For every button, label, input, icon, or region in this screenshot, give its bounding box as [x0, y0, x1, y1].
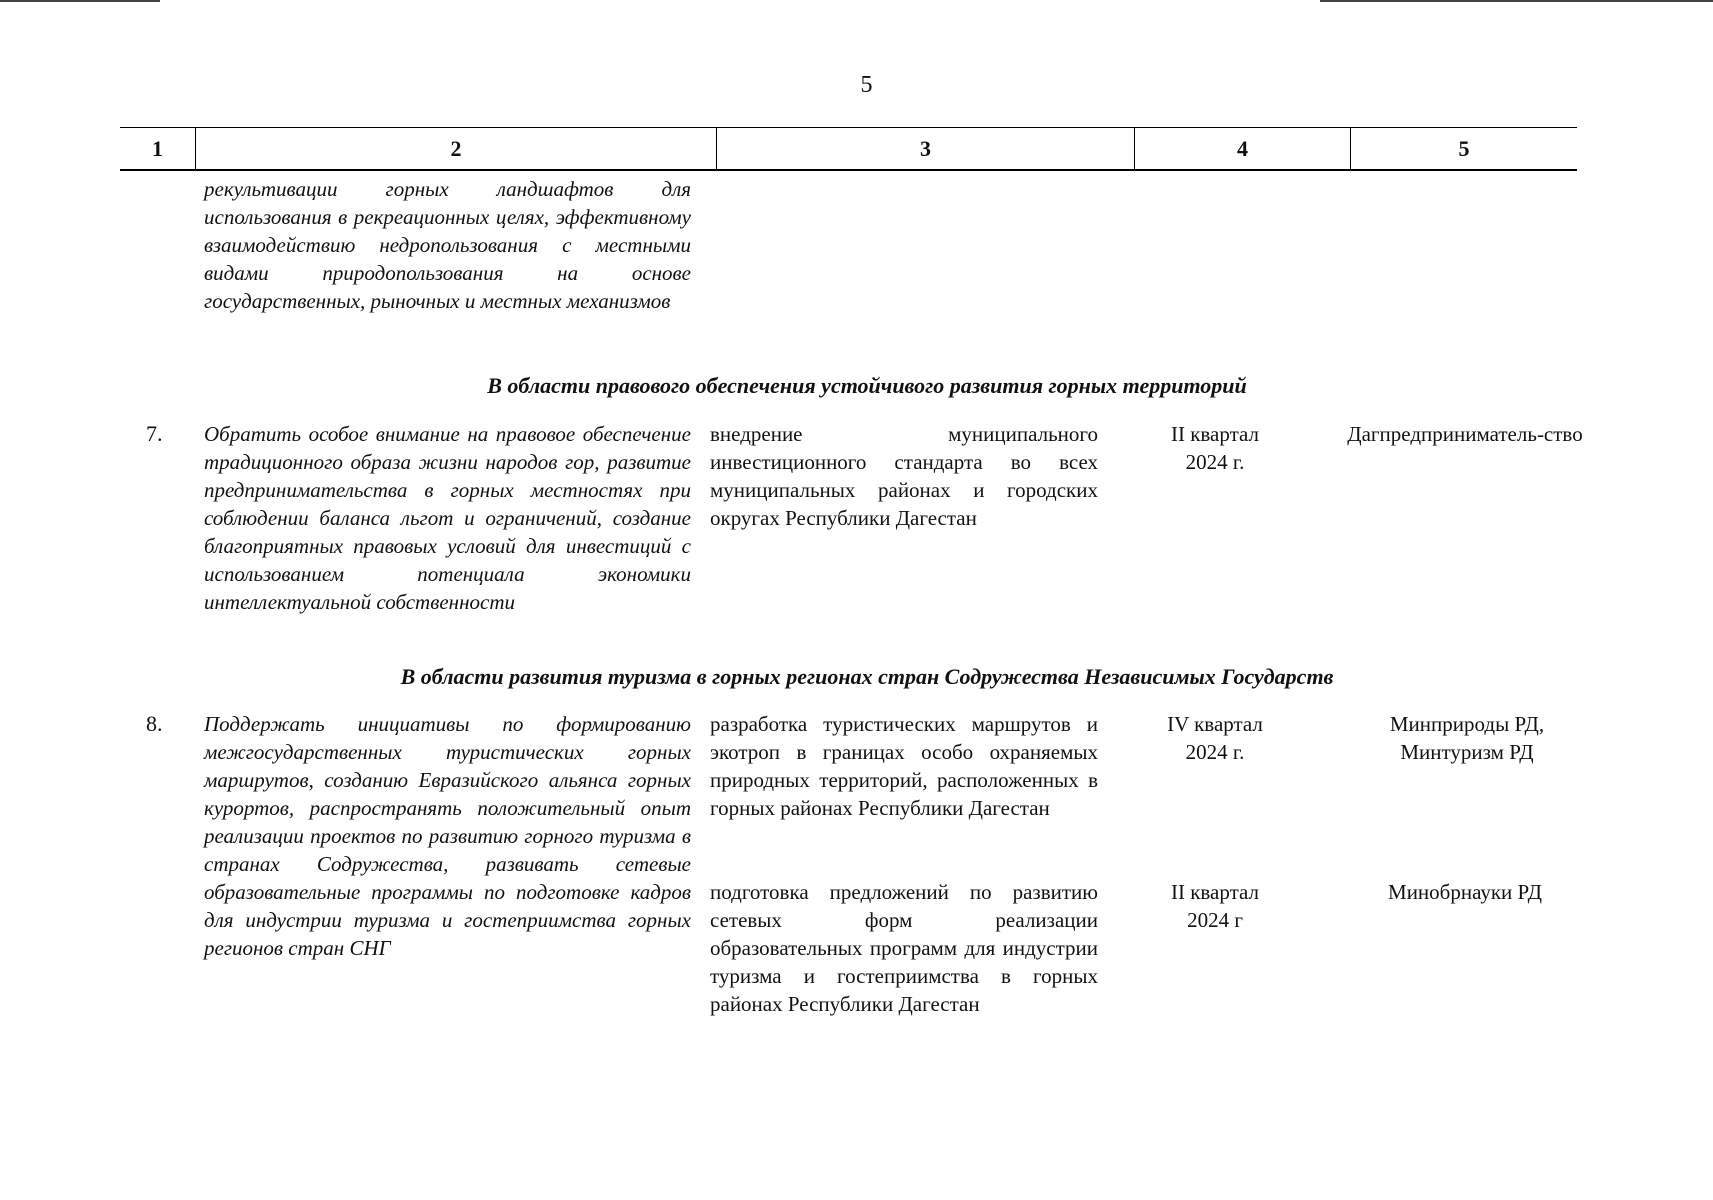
row-measure-text: разработка туристических маршрутов и экотроп в границах особо охраняемых природных территорий, расположенных в горных районах Республики Дагестан	[710, 712, 1098, 820]
row-responsible: Минобрнауки РД	[1388, 880, 1542, 904]
table-header-top-rule	[120, 127, 1577, 128]
continuation-task-text: рекультивации горных ландшафтов для использования в рекреационных целях, эффективному взаимодействию недропользования с местными видами природопользования на основе государственных, рыночных и местных механизмов	[204, 177, 691, 313]
column-header-5: 5	[1458, 136, 1470, 161]
row-responsible: Дагпредприниматель-ство	[1347, 422, 1583, 446]
row-measure-text: подготовка предложений по развитию сетевых форм реализации образовательных программ для индустрии туризма и гостеприимства в горных районах Республики Дагестан	[710, 880, 1098, 1016]
section-heading-legal: В области правового обеспечения устойчивого развития горных территорий	[487, 373, 1247, 398]
section-heading-tourism: В области развития туризма в горных регионах стран Содружества Независимых Государств	[400, 664, 1334, 689]
page-number: 5	[860, 72, 873, 98]
column-header-3: 3	[920, 136, 931, 161]
column-header-4: 4	[1237, 136, 1248, 161]
row-term: II квартал 2024 г.	[1170, 422, 1260, 474]
column-header-1: 1	[152, 136, 163, 161]
row-number: 7.	[146, 421, 163, 446]
column-header-2: 2	[450, 136, 462, 161]
row-term: II квартал 2024 г	[1170, 880, 1260, 932]
row-task-text: Поддержать инициативы по формированию межгосударственных туристических горных маршрутов, созданию Евразийского альянса горных курортов, распространять положительный опыт реализации проектов по развитию горного туризма в странах Содружества, развивать сетевые образовательные программы по подготовке кадров для индустрии туризма и гостеприимства горных регионов стран СНГ	[204, 712, 691, 960]
row-responsible: Минприроды РД, Минтуризм РД	[1389, 712, 1545, 764]
scan-edge-right	[1320, 0, 1713, 2]
scan-edge-left	[0, 0, 160, 2]
row-term: IV квартал 2024 г.	[1167, 712, 1263, 764]
table-header-bottom-rule	[120, 169, 1577, 171]
row-task-text: Обратить особое внимание на правовое обеспечение традиционного образа жизни народов гор, развитие предпринимательства в горных местностях при соблюдении баланса льгот и ограничений, создание благоприятных правовых условий для инвестиций с использованием потенциала экономики интеллектуальной собственности	[204, 422, 691, 614]
row-measure-text: внедрение муниципального инвестиционного стандарта во всех муниципальных районах и городских округах Республики Дагестан	[710, 422, 1098, 530]
row-number: 8.	[146, 711, 163, 736]
